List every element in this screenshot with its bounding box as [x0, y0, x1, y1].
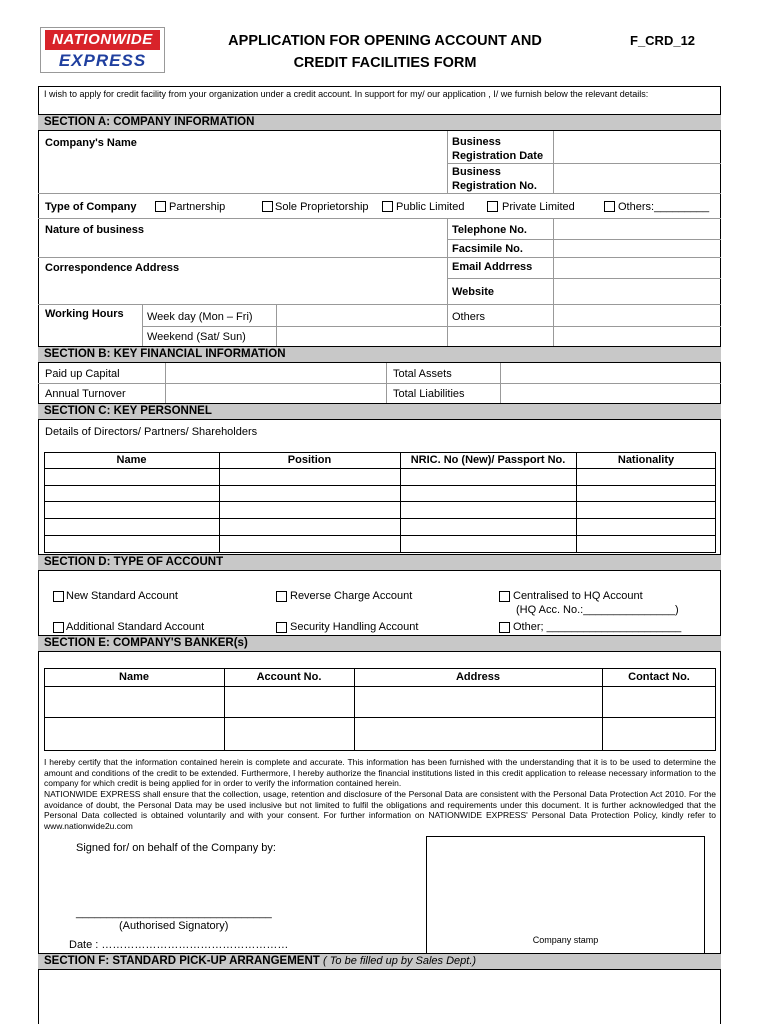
col-position-header: Position	[287, 454, 332, 466]
divider	[447, 304, 448, 346]
private-limited-checkbox[interactable]	[487, 201, 498, 212]
public-limited-checkbox[interactable]	[382, 201, 393, 212]
col-name-header: Name	[116, 454, 147, 466]
fax-label: Facsimile No.	[452, 243, 523, 255]
security-handling-label: Security Handling Account	[290, 621, 419, 633]
section-d-header: SECTION D: TYPE OF ACCOUNT	[38, 554, 721, 571]
divider	[44, 518, 716, 519]
partnership-checkbox[interactable]	[155, 201, 166, 212]
date-field[interactable]: Date : ……………………………………………	[69, 939, 289, 951]
form-title	[200, 30, 570, 74]
section-f-title: SECTION F: STANDARD PICK-UP ARRANGEMENT	[44, 955, 320, 967]
section-e-header: SECTION E: COMPANY'S BANKER(s)	[38, 635, 721, 652]
sole-proprietorship-label: Sole Proprietorship	[275, 201, 369, 213]
private-limited-label: Private Limited	[502, 201, 575, 213]
sole-proprietorship-checkbox[interactable]	[262, 201, 273, 212]
signed-for-label: Signed for/ on behalf of the Company by:	[76, 842, 276, 854]
divider	[44, 468, 716, 469]
divider	[38, 383, 721, 384]
weekend-label: Weekend (Sat/ Sun)	[147, 331, 246, 343]
divider	[553, 218, 554, 304]
telephone-label: Telephone No.	[452, 224, 527, 236]
logo-line1: NATIONWIDE	[45, 30, 160, 50]
paid-up-capital-label: Paid up Capital	[45, 368, 120, 380]
brd-date-label: Business Registration Date	[452, 136, 544, 162]
brn-label: Business Registration No.	[452, 166, 537, 192]
hq-acc-label: (HQ Acc. No.:_______________)	[516, 604, 679, 616]
col-nationality-header: Nationality	[617, 454, 675, 466]
company-name-label: Company's Name	[45, 137, 137, 149]
nature-of-business-label: Nature of business	[45, 224, 145, 236]
total-assets-label: Total Assets	[393, 368, 452, 380]
additional-standard-label: Additional Standard Account	[66, 621, 205, 633]
reverse-charge-checkbox[interactable]	[276, 591, 287, 602]
intro-text: I wish to apply for credit facility from your organization under a credit account. In support for my/ our application , I/ we furnish below the relevant details:	[44, 89, 649, 99]
divider	[38, 218, 721, 219]
partnership-label: Partnership	[169, 201, 226, 213]
others-hours-label: Others	[452, 311, 486, 323]
section-b-header: SECTION B: KEY FINANCIAL INFORMATION	[38, 346, 721, 363]
centralised-checkbox[interactable]	[499, 591, 510, 602]
other-account-label: Other; ______________________	[513, 621, 682, 633]
pdpa-text: NATIONWIDE EXPRESS shall ensure that the collection, usage, retention and disclosure of the Personal Data are consistent with the Personal Data Protection Act 2010. For the avoidance of doubt, the Personal Data may be used inclusive but not limited to fulfil the obligations and requirements under this document. It is further acknowledged that the Personal Data collected is obtained voluntarily and with your consent. For further information on NATIONWIDE EXPRESS' Personal Data Protection Policy, kindly refer to www.nationwide2u.com	[44, 789, 716, 831]
divider	[447, 131, 448, 193]
working-hours-label: Working Hours	[45, 308, 124, 320]
company-logo	[40, 27, 165, 73]
divider	[44, 686, 716, 687]
company-stamp-label: Company stamp	[532, 935, 599, 945]
divider	[38, 304, 721, 305]
divider	[553, 131, 554, 193]
section-a-header: SECTION A: COMPANY INFORMATION	[38, 114, 721, 131]
total-liabilities-label: Total Liabilities	[393, 388, 465, 400]
divider	[44, 501, 716, 502]
email-label: Email Addrress	[452, 261, 533, 273]
website-label: Website	[452, 286, 494, 298]
section-c-header: SECTION C: KEY PERSONNEL	[38, 403, 721, 420]
security-handling-checkbox[interactable]	[276, 622, 287, 633]
divider	[447, 163, 721, 164]
account-no-header: Account No.	[256, 671, 322, 683]
others-label: Others:_________	[618, 201, 710, 213]
signature-line[interactable]: ________________________________	[76, 907, 272, 919]
public-limited-label: Public Limited	[396, 201, 465, 213]
banker-address-header: Address	[455, 671, 501, 683]
title-line1: APPLICATION FOR OPENING ACCOUNT AND	[228, 33, 542, 49]
logo-line2: EXPRESS	[58, 51, 147, 70]
declaration-text: I hereby certify that the information contained herein is complete and accurate. This information has been furnished with the understanding that it is to be used to determine the amount and conditions of the credit to be extended. Furthermore, I hereby authorize the financial institutions listed in this credit application to release necessary information to the company for which credit is being applied for in order to verify the information contained herein.	[44, 757, 716, 788]
divider	[276, 304, 277, 346]
divider	[44, 717, 716, 718]
contact-no-header: Contact No.	[628, 671, 690, 683]
new-standard-checkbox[interactable]	[53, 591, 64, 602]
additional-standard-checkbox[interactable]	[53, 622, 64, 633]
title-line2: CREDIT FACILITIES FORM	[293, 55, 477, 71]
section-f-header	[38, 953, 721, 970]
personnel-subtitle: Details of Directors/ Partners/ Shareholders	[45, 426, 258, 438]
divider	[38, 257, 721, 258]
reverse-charge-label: Reverse Charge Account	[290, 590, 413, 602]
weekday-label: Week day (Mon – Fri)	[147, 311, 253, 323]
divider	[447, 239, 721, 240]
other-account-checkbox[interactable]	[499, 622, 510, 633]
divider	[447, 278, 721, 279]
form-code: F_CRD_12	[630, 33, 696, 48]
divider	[553, 304, 554, 346]
divider	[44, 535, 716, 536]
address-label: Correspondence Address	[45, 262, 180, 274]
new-standard-label: New Standard Account	[66, 590, 178, 602]
others-checkbox[interactable]	[604, 201, 615, 212]
centralised-label: Centralised to HQ Account	[513, 590, 643, 602]
authorised-signatory-label: (Authorised Signatory)	[119, 920, 229, 932]
type-of-company-label: Type of Company	[45, 201, 137, 213]
divider	[142, 326, 721, 327]
annual-turnover-label: Annual Turnover	[45, 388, 126, 400]
divider	[44, 485, 716, 486]
divider	[447, 218, 448, 304]
divider	[142, 304, 143, 346]
divider	[38, 193, 721, 194]
section-f-note: ( To be filled up by Sales Dept.)	[323, 955, 477, 967]
banker-name-header: Name	[119, 671, 149, 683]
col-nric-header: NRIC. No (New)/ Passport No.	[410, 454, 566, 466]
